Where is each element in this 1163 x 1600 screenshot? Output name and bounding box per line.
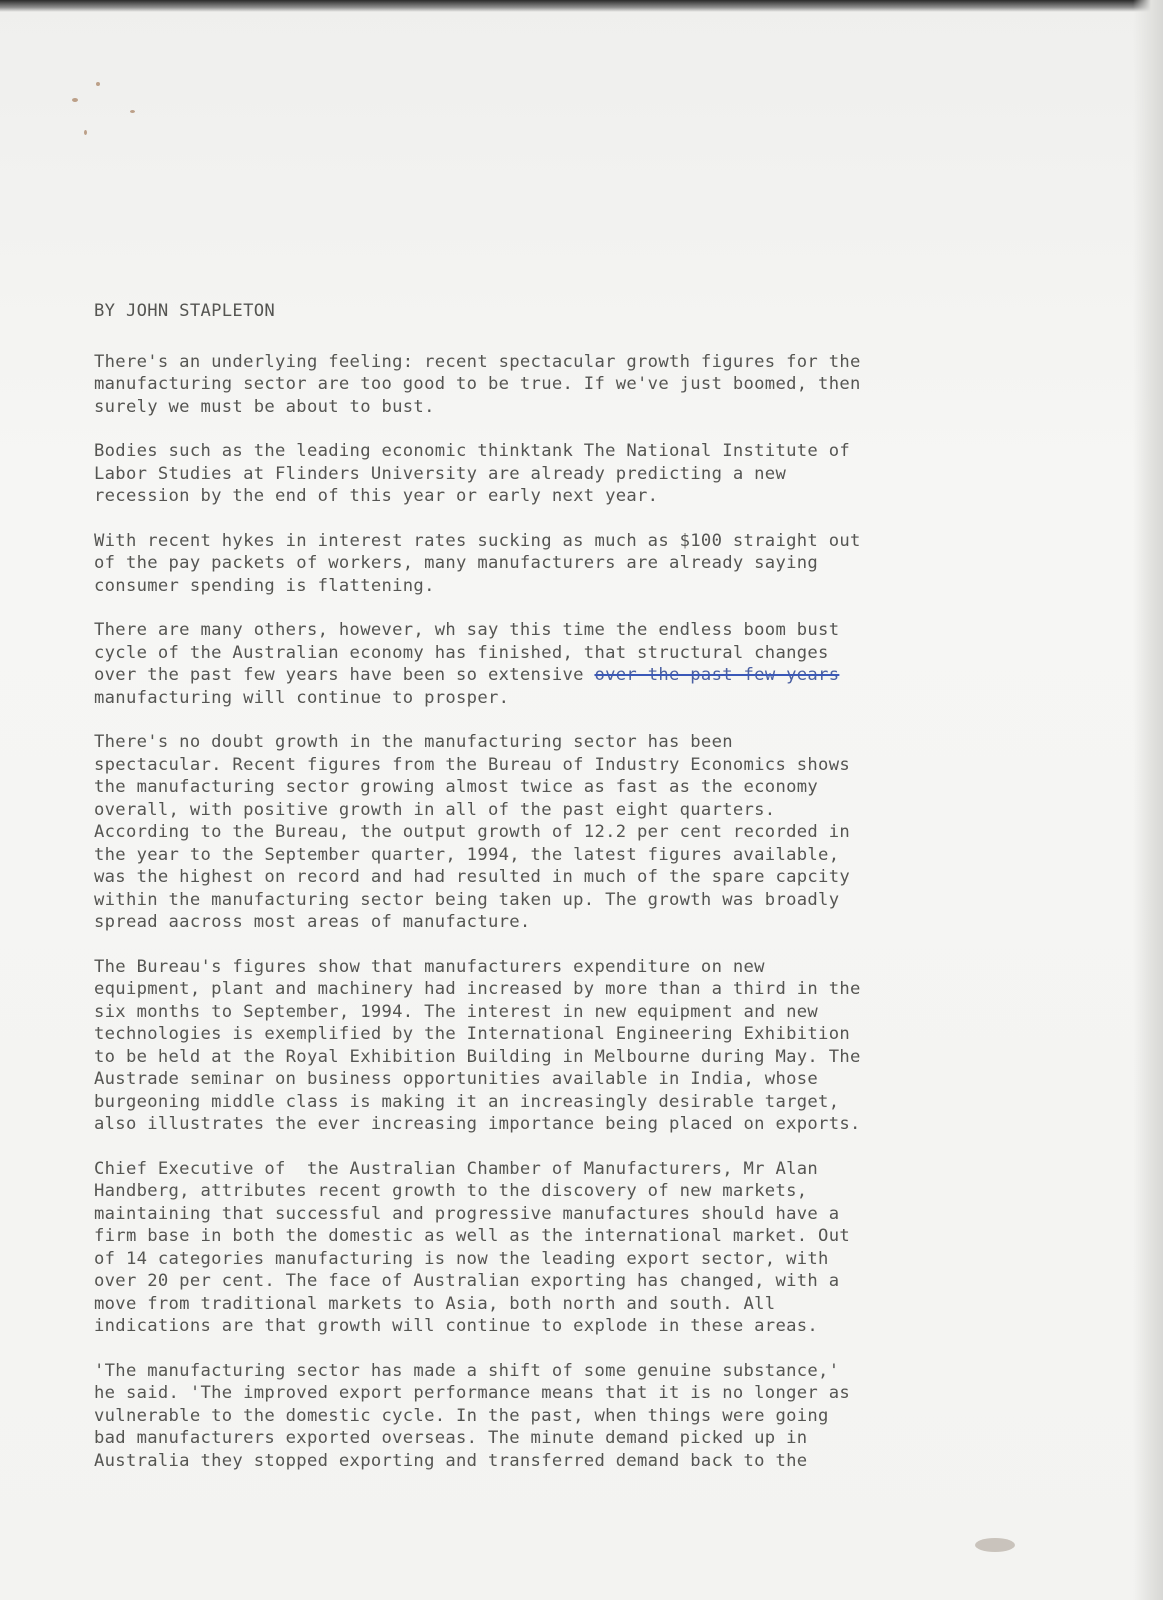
paragraph-2 (94, 440, 924, 508)
text-line: Bodies such as the leading economic thinktank The National Institute of (94, 441, 850, 461)
text-line: There's no doubt growth in the manufacturing sector has been (94, 732, 733, 752)
paragraph-8 (94, 1360, 924, 1473)
text-line: surely we must be about to bust. (94, 396, 435, 417)
text-line: bad manufacturers exported overseas. The minute demand picked up in (94, 1428, 808, 1448)
byline: BY JOHN STAPLETON (94, 301, 276, 321)
text-line: technologies is exemplified by the International Engineering Exhibition (94, 1024, 850, 1044)
rust-spot (130, 110, 135, 113)
paragraph-5 (94, 731, 924, 934)
text-line: The Bureau's figures show that manufacturers expenditure on new (94, 956, 765, 977)
text-line: recession by the end of this year or early next year. (94, 486, 659, 506)
text-line: of the pay packets of workers, many manufacturers are already saying (94, 553, 819, 573)
scan-right-edge (1133, 0, 1163, 1600)
text-line: move from traditional markets to Asia, both north and south. All (94, 1293, 776, 1314)
text-line: There are many others, however, wh say this time the endless boom bust (94, 620, 840, 640)
struck-out-text: over the past few years (594, 665, 840, 685)
scan-top-edge (0, 0, 1163, 12)
text-line: Australia they stopped exporting and transferred demand back to the (94, 1450, 808, 1471)
text-line: within the manufacturing sector being taken up. The growth was broadly (94, 889, 840, 910)
text-line: manufacturing will continue to prosper. (94, 687, 510, 708)
text-line: six months to September, 1994. The interest in new equipment and new (94, 1001, 819, 1022)
text-line: manufacturing sector are too good to be true. If we've just boomed, then (94, 374, 861, 394)
text-line-with-strikethrough (94, 664, 924, 687)
smudge-mark (975, 1538, 1015, 1552)
text-line: of 14 categories manufacturing is now the leading export sector, with (94, 1248, 829, 1269)
paragraph-1 (94, 351, 924, 419)
rust-spot (84, 130, 87, 135)
text-line: equipment, plant and machinery had increased by more than a third in the (94, 979, 861, 999)
text-segment: over the past few years have been so extensive (94, 665, 595, 685)
text-line: firm base in both the domestic as well as the international market. Out (94, 1226, 850, 1246)
text-line: Austrade seminar on business opportunities available in India, whose (94, 1069, 819, 1089)
text-line: Handberg, attributes recent growth to the discovery of new markets, (94, 1181, 808, 1201)
text-line: vulnerable to the domestic cycle. In the past, when things were going (94, 1405, 829, 1426)
text-line: he said. 'The improved export performance means that it is no longer as (94, 1383, 850, 1403)
text-line: spread aacross most areas of manufacture. (94, 912, 531, 932)
rust-spot (96, 82, 100, 86)
text-line: over 20 per cent. The face of Australian exporting has changed, with a (94, 1271, 840, 1291)
text-line: burgeoning middle class is making it an increasingly desirable target, (94, 1091, 840, 1112)
text-line: spectacular. Recent figures from the Bureau of Industry Economics shows (94, 754, 850, 775)
text-line: the manufacturing sector growing almost twice as fast as the economy (94, 777, 819, 797)
rust-spot (72, 98, 78, 102)
text-line: to be held at the Royal Exhibition Building in Melbourne during May. The (94, 1046, 861, 1067)
text-line: Chief Executive of the Australian Chamber of Manufacturers, Mr Alan (94, 1158, 819, 1179)
paragraph-3 (94, 530, 924, 598)
typed-article (94, 300, 924, 1494)
text-line: consumer spending is flattening. (94, 575, 435, 596)
text-line: maintaining that successful and progressive manufactures should have a (94, 1203, 840, 1224)
text-line: 'The manufacturing sector has made a shift of some genuine substance,' (94, 1360, 840, 1381)
text-line: also illustrates the ever increasing importance being placed on exports. (94, 1114, 861, 1134)
text-line: indications are that growth will continue to explode in these areas. (94, 1316, 819, 1336)
text-line: There's an underlying feeling: recent spectacular growth figures for the (94, 351, 861, 372)
text-line: was the highest on record and had resulted in much of the spare capcity (94, 867, 850, 887)
paragraph-6 (94, 956, 924, 1136)
paragraph-7 (94, 1158, 924, 1338)
text-line: overall, with positive growth in all of the past eight quarters. (94, 799, 776, 820)
text-line: Labor Studies at Flinders University are already predicting a new (94, 463, 787, 484)
text-line: the year to the September quarter, 1994, the latest figures available, (94, 844, 840, 865)
text-line: With recent hykes in interest rates sucking as much as $100 straight out (94, 530, 861, 551)
text-line: cycle of the Australian economy has finished, that structural changes (94, 642, 829, 663)
text-line: According to the Bureau, the output growth of 12.2 per cent recorded in (94, 822, 850, 842)
paragraph-4 (94, 619, 924, 709)
